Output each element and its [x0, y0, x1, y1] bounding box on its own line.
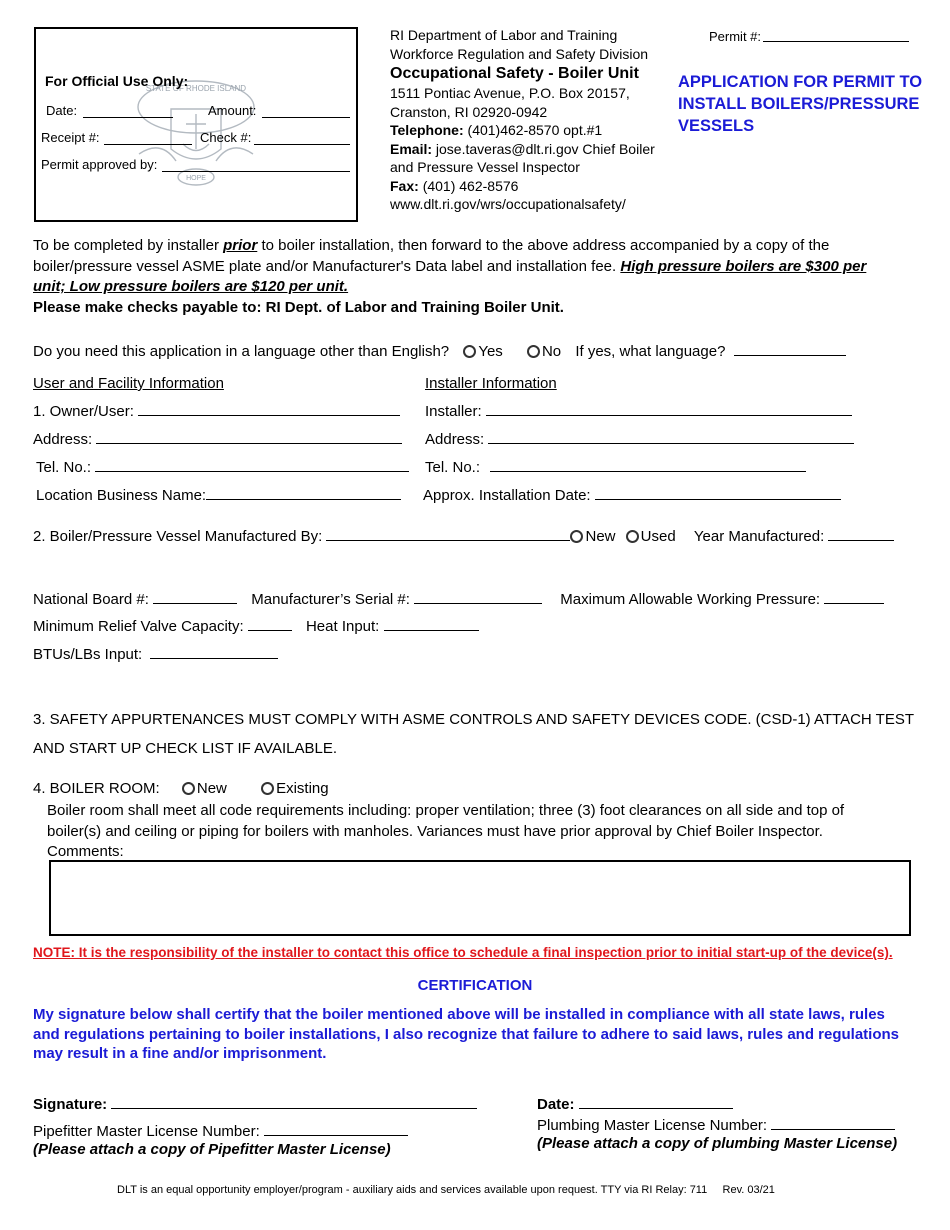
email-value[interactable]: jose.taveras@dlt.ri.gov Chief Boiler: [435, 140, 655, 157]
official-date-field[interactable]: [83, 103, 173, 118]
title-line1: APPLICATION FOR PERMIT TO: [678, 73, 923, 91]
serial-label: Manufacturer’s Serial #:: [251, 591, 410, 608]
btu-field[interactable]: [150, 644, 278, 659]
language-no-option[interactable]: [527, 343, 561, 360]
language-question: Do you need this application in a language other than English?: [33, 343, 450, 360]
safety-line1: 3. SAFETY APPURTENANCES MUST COMPLY WITH ASME CONTROLS AND SAFETY DEVICES CODE. (CSD-1) ATTACH TEST: [33, 711, 915, 728]
installer-address-row: [425, 429, 854, 448]
official-receipt-field[interactable]: [104, 130, 192, 145]
safety-line2: AND START UP CHECK LIST IF AVAILABLE.: [33, 740, 337, 757]
manufactured-by-label: 2. Boiler/Pressure Vessel Manufactured By:: [33, 528, 323, 545]
plumbing-field[interactable]: [771, 1115, 895, 1130]
certification-line3: may result in a fine and/or imprisonment.: [33, 1045, 327, 1062]
official-date-label: Date:: [46, 103, 78, 118]
user-address-label: Address:: [33, 431, 93, 448]
pipefitter-row: [33, 1121, 408, 1140]
boiler-room-existing-label: Existing: [276, 780, 329, 797]
pipefitter-note: (Please attach a copy of Pipefitter Master License): [33, 1141, 391, 1158]
footer-text: DLT is an equal opportunity employer/program - auxiliary aids and services available upon request. TTY via RI Relay: 711 Rev. 03/21: [117, 1184, 775, 1196]
user-address-row: [33, 429, 402, 448]
year-manufactured-field[interactable]: [828, 526, 894, 541]
year-manufactured-label: Year Manufactured:: [693, 528, 825, 545]
user-tel-row: [36, 457, 409, 476]
relief-label: Minimum Relief Valve Capacity:: [33, 618, 244, 635]
install-date-label: Approx. Installation Date:: [423, 487, 591, 504]
heat-input-field[interactable]: [384, 616, 479, 631]
installer-row: [425, 401, 852, 420]
btu-row: [33, 644, 278, 663]
heat-input-label: Heat Input:: [305, 618, 380, 635]
user-tel-field[interactable]: [95, 457, 409, 472]
btu-label: BTUs/LBs Input:: [33, 646, 143, 663]
serial-field[interactable]: [414, 589, 542, 604]
national-board-label: National Board #:: [33, 591, 149, 608]
certification-heading: CERTIFICATION: [417, 977, 533, 994]
title-line3: VESSELS: [678, 117, 755, 135]
telephone-label: Telephone:: [390, 122, 464, 138]
date-row: [537, 1094, 733, 1113]
user-facility-heading: User and Facility Information: [33, 375, 224, 392]
comments-field[interactable]: [49, 860, 911, 936]
boiler-used-label: Used: [640, 528, 676, 545]
language-no-radio[interactable]: [527, 345, 540, 358]
boiler-new-option[interactable]: [570, 528, 615, 545]
official-check-field[interactable]: [254, 130, 350, 145]
user-address-field[interactable]: [96, 429, 402, 444]
owner-label: 1. Owner/User:: [33, 403, 134, 420]
language-no-label: No: [541, 343, 562, 360]
fax-value: (401) 462-8576: [422, 177, 519, 194]
address-line2: Cranston, RI 02920-0942: [390, 103, 548, 120]
email-cont: and Pressure Vessel Inspector: [390, 159, 580, 175]
boiler-room-label: 4. BOILER ROOM:: [33, 780, 160, 797]
intro-fee-high: High pressure boilers are $300 per: [620, 257, 867, 275]
signature-date-label: Date:: [537, 1096, 575, 1113]
boiler-room-text2: boiler(s) and ceiling or piping for boilers with manholes. Variances must have prior approval by Chief Boiler Inspector.: [47, 822, 823, 840]
installer-address-label: Address:: [425, 431, 485, 448]
permit-number-label: Permit #:: [709, 29, 762, 44]
boiler-room-requirements: [47, 801, 844, 863]
plumbing-label: Plumbing Master License Number:: [537, 1117, 768, 1134]
dept-contact-block: [390, 26, 655, 214]
official-use-box: [34, 27, 358, 222]
official-check-label: Check #:: [200, 130, 252, 145]
language-yes-label: Yes: [478, 343, 503, 360]
official-use-title: For Official Use Only:: [45, 73, 189, 89]
location-row: [36, 485, 401, 504]
manufactured-row: [33, 526, 894, 545]
certification-line1: My signature below shall certify that the boiler mentioned above will be installed in compliance with all state laws, rules: [33, 1006, 885, 1023]
intro-text-b: to boiler installation, then forward to the above address accompanied by a copy of the: [257, 237, 830, 254]
installer-tel-field[interactable]: [490, 457, 806, 472]
boiler-used-option[interactable]: [626, 528, 676, 545]
email-label: Email:: [390, 140, 433, 157]
dept-line2: Workforce Regulation and Safety Division: [390, 45, 649, 62]
installer-label: Installer:: [425, 403, 482, 420]
official-receipt-label: Receipt #:: [41, 130, 100, 145]
official-amount-label: Amount:: [208, 103, 257, 118]
installer-field[interactable]: [486, 401, 852, 416]
seal-text-top: STATE OF RHODE ISLAND: [145, 84, 247, 93]
pipefitter-label: Pipefitter Master License Number:: [33, 1123, 260, 1140]
installer-tel-row: [425, 457, 806, 476]
website-link[interactable]: www.dlt.ri.gov/wrs/occupationalsafety/: [390, 196, 626, 212]
seal-text-bottom: HOPE: [186, 175, 206, 182]
boiler-room-existing-option[interactable]: [261, 780, 329, 797]
location-label: Location Business Name:: [36, 487, 207, 504]
plumbing-note: (Please attach a copy of plumbing Master License): [537, 1135, 898, 1152]
install-date-field[interactable]: [595, 485, 841, 500]
installer-tel-label: Tel. No.:: [425, 459, 481, 476]
boiler-room-new-label: New: [196, 780, 227, 797]
signature-label: Signature:: [33, 1096, 108, 1113]
address-line1: 1511 Pontiac Avenue, P.O. Box 20157,: [390, 85, 630, 101]
boiler-room-text1: Boiler room shall meet all code requirements including: proper ventilation; three (3) foot clearances on all side and top of: [47, 802, 845, 819]
intro-fee-low: unit; Low pressure boilers are $120 per unit.: [33, 278, 349, 295]
signature-date-field[interactable]: [579, 1094, 733, 1109]
application-title: [678, 71, 922, 137]
manufactured-by-field[interactable]: [326, 526, 570, 541]
intro-text-a: To be completed by installer: [33, 237, 224, 254]
user-tel-label: Tel. No.:: [36, 459, 92, 476]
install-date-row: [423, 485, 841, 504]
intro-paragraph: [33, 236, 866, 318]
certification-line2: and regulations pertaining to boiler installations, I also recognize that failure to adhere to said laws, rules and regulations: [33, 1025, 899, 1043]
boiler-new-label: New: [585, 528, 616, 545]
national-board-field[interactable]: [153, 589, 237, 604]
intro-payable: Please make checks payable to: RI Dept. of Labor and Training Boiler Unit.: [33, 298, 564, 316]
unit-name: Occupational Safety - Boiler Unit: [390, 65, 639, 82]
boiler-new-radio[interactable]: [570, 530, 583, 543]
installer-heading: Installer Information: [425, 375, 557, 392]
official-permit-approved-label: Permit approved by:: [41, 157, 158, 172]
boiler-room-existing-radio[interactable]: [261, 782, 274, 795]
mawp-field[interactable]: [824, 589, 884, 604]
signature-row: [33, 1094, 477, 1113]
intro-text-c: boiler/pressure vessel ASME plate and/or Manufacturer's Data label and installation fee.: [33, 257, 621, 275]
signature-field[interactable]: [111, 1094, 477, 1109]
mawp-label: Maximum Allowable Working Pressure:: [560, 591, 821, 608]
title-line2: INSTALL BOILERS/PRESSURE: [678, 95, 920, 113]
dept-line1: RI Department of Labor and Training: [390, 27, 618, 43]
boiler-room-new-radio[interactable]: [182, 782, 195, 795]
fax-label: Fax:: [390, 177, 419, 194]
language-which-label: If yes, what language?: [575, 343, 726, 360]
permit-number-field[interactable]: [763, 27, 909, 42]
official-amount-field[interactable]: [262, 103, 350, 118]
certification-text: [33, 1005, 899, 1064]
inspection-note: NOTE: It is the responsibility of the installer to contact this office to schedule a final inspection prior to initial start-up of the device(s).: [33, 945, 893, 960]
relief-field[interactable]: [248, 616, 292, 631]
installer-address-field[interactable]: [488, 429, 854, 444]
boiler-room-new-option[interactable]: [182, 780, 227, 797]
plumbing-row: [537, 1115, 895, 1134]
comments-label: Comments:: [47, 843, 124, 860]
owner-row: [33, 401, 400, 420]
boiler-room-row: [33, 780, 329, 797]
location-field[interactable]: [206, 485, 401, 500]
pipefitter-field[interactable]: [264, 1121, 408, 1136]
national-board-row: [33, 589, 884, 608]
intro-prior: prior: [223, 237, 258, 254]
language-which-field[interactable]: [734, 341, 846, 356]
telephone-value: (401)462-8570 opt.#1: [467, 122, 603, 138]
relief-row: [33, 616, 479, 635]
language-yes-radio[interactable]: [463, 345, 476, 358]
language-yes-option[interactable]: [463, 343, 502, 360]
official-permit-approved-field[interactable]: [162, 157, 350, 172]
owner-field[interactable]: [138, 401, 400, 416]
boiler-used-radio[interactable]: [626, 530, 639, 543]
language-row: [33, 341, 846, 360]
